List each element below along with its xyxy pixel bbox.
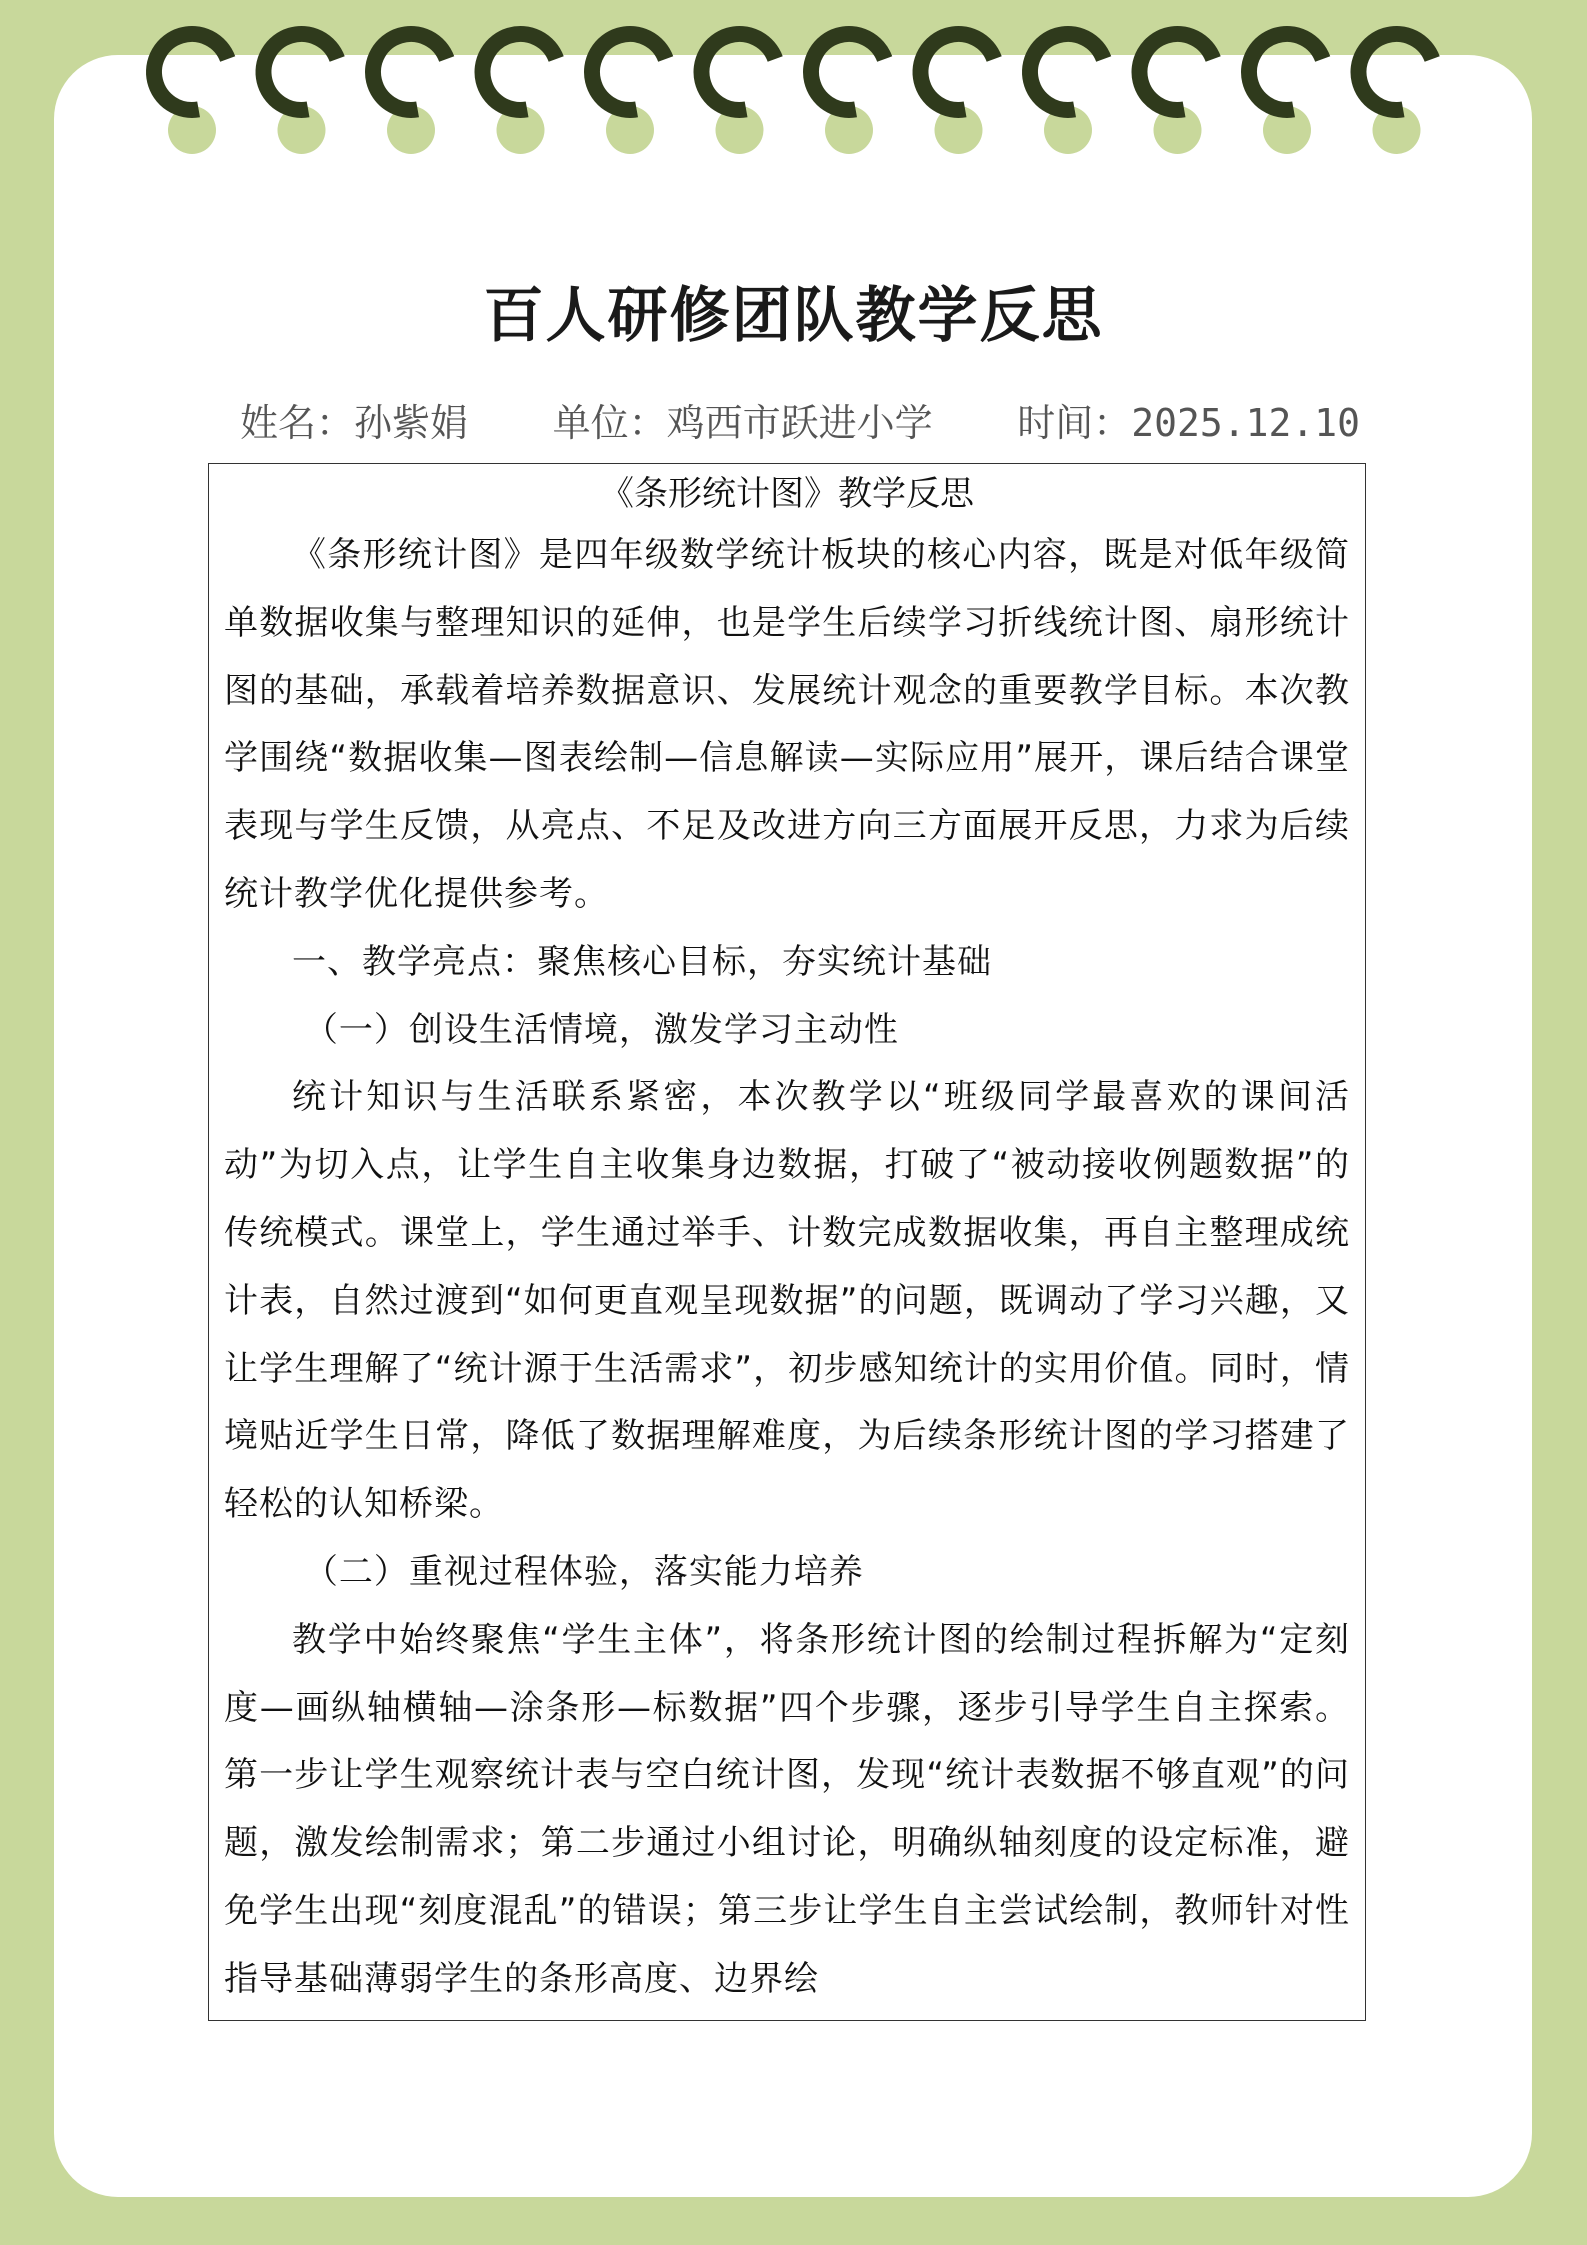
- subheading-process: （二）重视过程体验，落实能力培养: [303, 1551, 864, 1592]
- content-box: [208, 463, 1366, 2021]
- author-unit: 单位：鸡西市跃进小学: [552, 401, 933, 445]
- page-title: 百人研修团队教学反思: [483, 281, 1104, 351]
- paragraph-process: 教学中始终聚焦“学生主体”，将条形统计图的绘制过程拆解为“定刻度—画纵轴横轴—涂条形—标数据”四个步骤，逐步引导学生自主探索。第一步让学生观察统计表与空白统计图，发现“统计表数据不够直观”的问题，激发绘制需求；第二步通过小组讨论，明确纵轴刻度的设定标准，避免学生出现“刻度混乱”的错误；第三步让学生自主尝试绘制，教师针对性指导基础薄弱学生的条形高度、边界绘: [224, 1619, 1350, 1999]
- author-name: 姓名：孙紫娟: [240, 401, 469, 445]
- paragraph-context: 统计知识与生活联系紧密，本次教学以“班级同学最喜欢的课间活动”为切入点，让学生自主收集身边数据，打破了“被动接收例题数据”的传统模式。课堂上，学生通过举手、计数完成数据收集，再自主整理成统计表，自然过渡到“如何更直观呈现数据”的问题，既调动了学习兴趣，又让学生理解了“统计源于生活需求”，初步感知统计的实用价值。同时，情境贴近学生日常，降低了数据理解难度，为后续条形统计图的学习搭建了轻松的认知桥梁。: [224, 1077, 1350, 1525]
- heading-highlights: 一、教学亮点：聚焦核心目标，夯实统计基础: [292, 941, 992, 982]
- subheading-context: （一）创设生活情境，激发学习主动性: [303, 1009, 899, 1050]
- intro-paragraph: 《条形统计图》是四年级数学统计板块的核心内容，既是对低年级简单数据收集与整理知识的延伸，也是学生后续学习折线统计图、扇形统计图的基础，承载着培养数据意识、发展统计观念的重要教学目标。本次教学围绕“数据收集—图表绘制—信息解读—实际应用”展开，课后结合课堂表现与学生反馈，从亮点、不足及改进方向三方面展开反思，力求为后续统计教学优化提供参考。: [224, 535, 1350, 914]
- date: 时间：2025.12.10: [1017, 401, 1360, 445]
- section-title: 《条形统计图》教学反思: [600, 474, 974, 514]
- meta-row: [240, 392, 1360, 447]
